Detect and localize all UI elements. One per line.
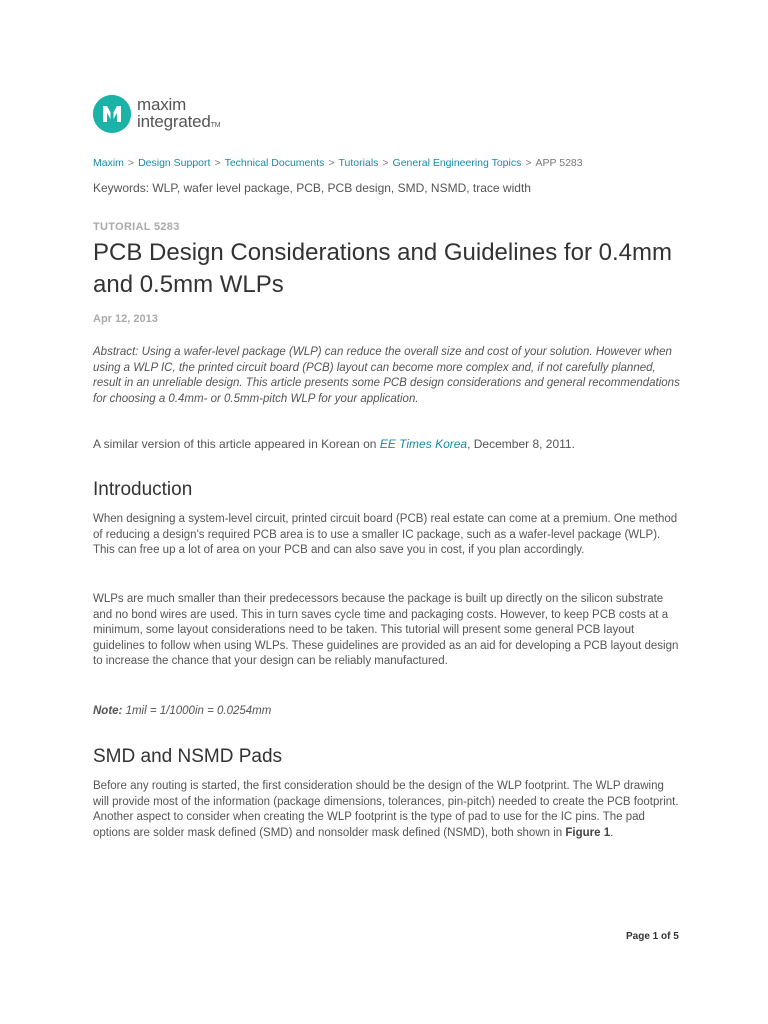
ee-times-korea-link[interactable]: EE Times Korea	[379, 437, 468, 451]
intro-paragraph-1: When designing a system-level circuit, printed circuit board (PCB) real estate can come at a premium. One method of reducing a design's required PCB area is to use a smaller IC package, such as a wafer-level package (WLP). This can free up a lot of area on your PCB and can also save you in cost, if you plan accordingly.	[93, 513, 678, 556]
intro-paragraph-2: WLPs are much smaller than their predecessors because the package is built up directly on the silicon substrate and no bond wires are used. This in turn saves cycle time and packaging costs. However, to keep PCB costs at a minimum, some layout considerations need to be taken. This tutorial will present some general PCB layout guidelines to follow when using WLPs. These guidelines are provided as an aid for developing a PCB layout design to increase the chance that your design can be reliably manufactured.	[93, 593, 679, 667]
page-title: PCB Design Considerations and Guidelines for 0.4mm and 0.5mm WLPs	[93, 239, 672, 298]
maxim-logo[interactable]	[93, 95, 243, 135]
logo-line2: integrated	[137, 112, 211, 131]
breadcrumb-general-engineering-topics[interactable]: General Engineering Topics	[392, 157, 522, 169]
logo-tm: TM	[210, 122, 221, 129]
logo-wordmark	[137, 96, 220, 134]
smd-heading: SMD and NSMD Pads	[93, 746, 283, 767]
breadcrumb: Maxim > Design Support > Technical Documents > Tutorials > General Engineering Topics > APP 5283	[93, 157, 583, 169]
tutorial-label: TUTORIAL 5283	[93, 221, 180, 233]
maxim-logo-icon	[93, 95, 131, 133]
breadcrumb-maxim[interactable]: Maxim	[93, 157, 124, 169]
logo-line1: maxim	[137, 95, 187, 114]
publish-date: Apr 12, 2013	[93, 313, 158, 325]
unit-note: Note: 1mil = 1/1000in = 0.0254mm	[93, 705, 272, 717]
breadcrumb-design-support[interactable]: Design Support	[138, 157, 211, 169]
introduction-heading: Introduction	[93, 479, 193, 500]
breadcrumb-current: APP 5283	[535, 157, 583, 169]
abstract: Abstract: Using a wafer-level package (WLP) can reduce the overall size and cost of your solution. However when using a WLP IC, the printed circuit board (PCB) layout can become more complex and, if not carefully planned, result in an unreliable design. This article presents some PCB design considerations and general recommendations for choosing a 0.4mm- or 0.5mm-pitch WLP for your application.	[93, 346, 680, 405]
breadcrumb-technical-documents[interactable]: Technical Documents	[224, 157, 325, 169]
smd-paragraph: Before any routing is started, the first consideration should be the design of the WLP footprint. The WLP drawing will provide most of the information (package dimensions, tolerances, pin-pitch) needed to create the PCB footprint. Another aspect to consider when creating the WLP footprint is the type of pad to use for the IC pins. The pad options are solder mask defined (SMD) and nonsolder mask defined (NSMD), both shown in Figure 1.	[93, 780, 679, 839]
figure-1-ref: Figure 1	[565, 826, 611, 839]
similar-version-note: A similar version of this article appeared in Korean on EE Times Korea, December 8, 2011.	[93, 437, 575, 451]
keywords: Keywords: WLP, wafer level package, PCB, PCB design, SMD, NSMD, trace width	[93, 181, 531, 195]
page-number: Page 1 of 5	[626, 931, 679, 942]
breadcrumb-tutorials[interactable]: Tutorials	[338, 157, 379, 169]
